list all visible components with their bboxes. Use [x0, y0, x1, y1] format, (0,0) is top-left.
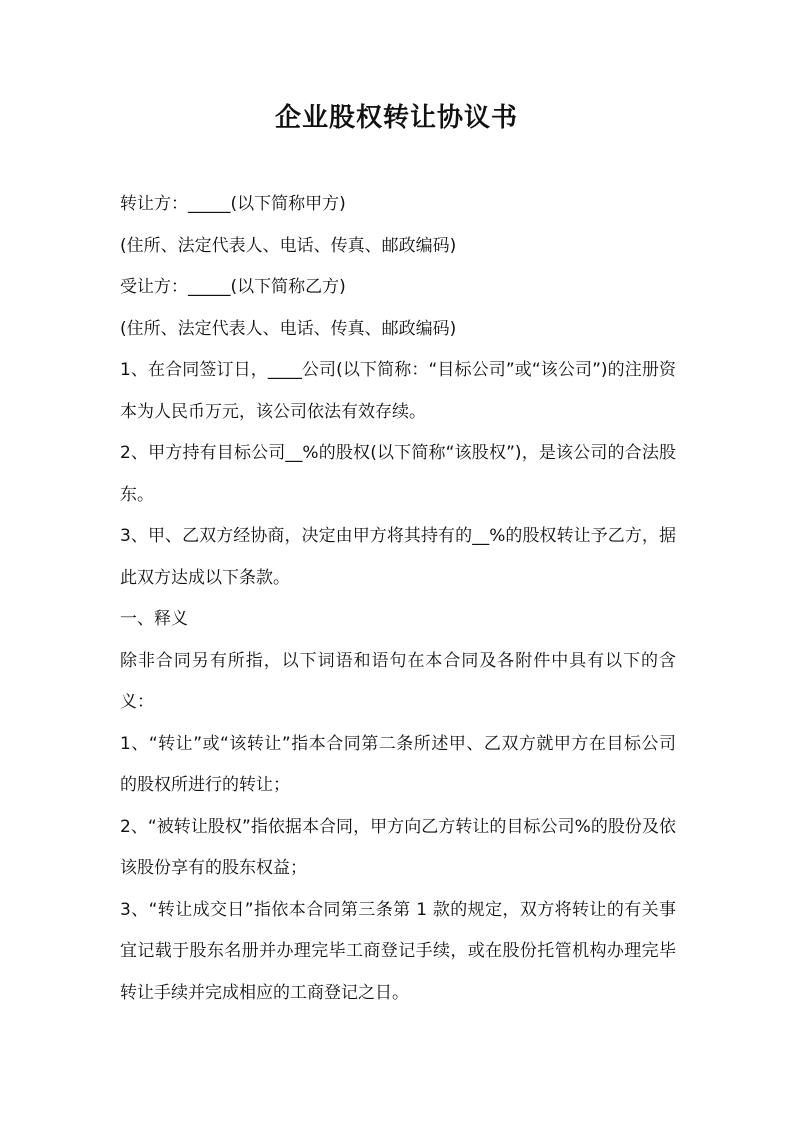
- transferee-details: (住所、法定代表人、电话、传真、邮政编码): [120, 318, 457, 339]
- section-heading-definitions: 一、释义: [120, 609, 188, 629]
- recital-2: 2、甲方持有目标公司__%的股权(以下简称“该股权”)，是该公司的合法股东。: [120, 443, 676, 505]
- recital-3: 3、甲、乙双方经协商，决定由甲方将其持有的__%的股权转让予乙方，据此双方达成以下条款。: [120, 526, 676, 588]
- transferor-line: 转让方：_____(以下简称甲方): [120, 194, 346, 214]
- document-body: [120, 184, 676, 1014]
- definitions-intro: 除非合同另有所指，以下词语和语句在本合同及各附件中具有以下的含义：: [120, 650, 676, 712]
- transferee-line: 受让方：_____(以下简称乙方): [120, 277, 346, 297]
- definition-1: 1、“转让”或“该转让”指本合同第二条所述甲、乙双方就甲方在目标公司的股权所进行的转让；: [120, 733, 676, 795]
- recital-1: 1、在合同签订日，____公司(以下简称：“目标公司”或“该公司”)的注册资本为人民币万元，该公司依法有效存续。: [120, 360, 676, 422]
- document-title: 企业股权转让协议书: [274, 103, 518, 133]
- transferor-details: (住所、法定代表人、电话、传真、邮政编码): [120, 235, 457, 256]
- definition-2: 2、“被转让股权”指依据本合同，甲方向乙方转让的目标公司%的股份及依该股份享有的股东权益；: [120, 816, 676, 878]
- definition-3: 3、“转让成交日”指依本合同第三条第 1 款的规定，双方将转让的有关事宜记载于股东名册并办理完毕工商登记手续，或在股份托管机构办理完毕转让手续并完成相应的工商登记之日。: [120, 899, 676, 1003]
